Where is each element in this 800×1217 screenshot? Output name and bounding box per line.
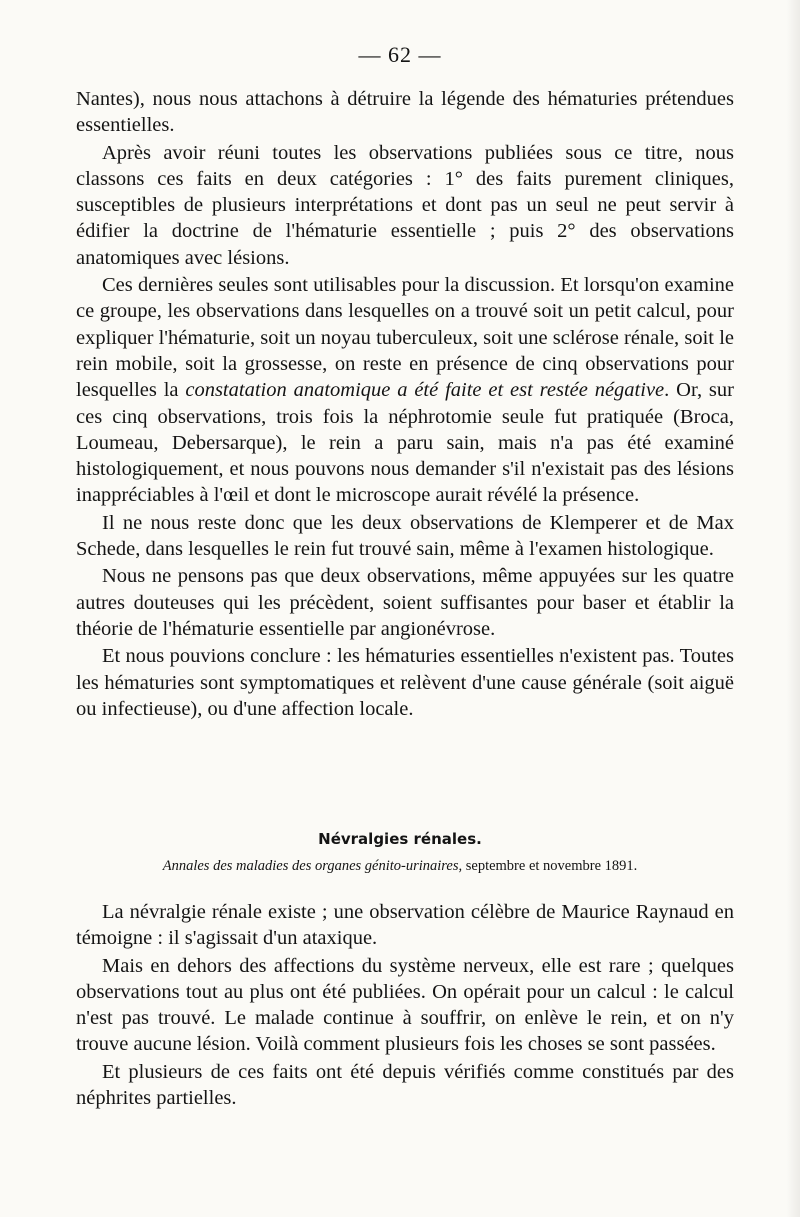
paragraph-with-emphasis [76, 272, 734, 509]
emphasized-text: constatation anatomique a été faite et est restée négative [185, 379, 665, 402]
page-number: — 62 — [358, 42, 442, 67]
citation-date: septembre et novembre 1891. [462, 858, 638, 874]
paragraph-continuation: Nantes), nous nous attachons à détruire la légende des hématuries prétendues essentielles. [76, 88, 734, 137]
paragraph: Et plusieurs de ces faits ont été depuis vérifiés comme constitués par des néphrites partielles. [76, 1060, 734, 1110]
section-title: Névralgies rénales. [318, 830, 482, 848]
paragraph: Nous ne pensons pas que deux observations, même appuyées sur les quatre autres douteuses qui les précèdent, soient suffisantes pour baser et établir la théorie de l'hématurie essentielle par angionévrose. [76, 565, 734, 640]
section-citation [0, 858, 800, 875]
paragraph: La névralgie rénale existe ; une observation célèbre de Maurice Raynaud en témoigne : il s'agissait d'un ataxique. [76, 901, 734, 950]
page-edge-shadow [786, 0, 800, 1217]
paragraph: Mais en dehors des affections du système nerveux, elle est rare ; quelques observations tout au plus ont été publiées. On opérait pour un calcul : le calcul n'est pas trouvé. Le malade continue à souffrir, on enlève le rein, et on n'y trouve aucune lésion. Voilà comment plusieurs fois les choses se sont passées. [76, 954, 734, 1056]
section-text-block [76, 899, 734, 1111]
paragraph: Et nous pouvions conclure : les hématuries essentielles n'existent pas. Toutes les hématuries sont symptomatiques et relèvent d'une cause générale (soit aiguë ou infectieuse), ou d'une affection locale. [76, 645, 734, 720]
paragraph: Après avoir réuni toutes les observations publiées sous ce titre, nous classons ces faits en deux catégories : 1° des faits purement cliniques, susceptibles de plusieurs interprétations et dont pas un seul ne peut servir à édifier la doctrine de l'hématurie essentielle ; puis 2° des observations anatomiques avec lésions. [76, 141, 734, 269]
main-text-block [76, 86, 734, 722]
paragraph-text: Ces dernières seules sont utilisables pour la discussion. Et lorsqu'on examine ce groupe, les observations dans lesquelles on a trouvé soit un petit calcul, pour expliquer l'hématurie, soit un noyau tuberculeux, soit une sclérose rénale, soit le rein mobile, soit la grossesse, on reste en présence de cinq observations pour lesquelles la [76, 274, 734, 402]
paragraph-text: . Or, sur ces cinq observations, trois fois la néphrotomie seule fut pratiquée (Broca, Loumeau, Debersarque), le rein a paru sain, mais n'a pas été examiné histologiquement, et nous pouvons nous demander s'il n'existait pas des lésions inappréciables à l'œil et dont le microscope aurait révélé la présence. [76, 379, 734, 507]
paragraph: Il ne nous reste donc que les deux observations de Klemperer et de Max Schede, dans lesquelles le rein fut trouvé sain, même à l'examen histologique. [76, 511, 734, 561]
citation-journal: Annales des maladies des organes génito-urinaires, [162, 858, 463, 874]
